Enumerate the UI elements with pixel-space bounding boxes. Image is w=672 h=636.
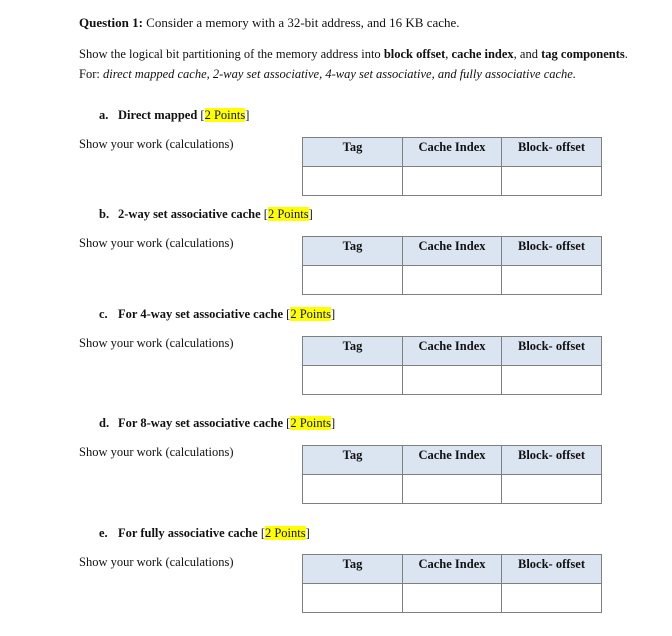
part-letter: a.	[99, 108, 109, 122]
header-cache-index: Cache Index	[403, 446, 502, 475]
table-header-row	[303, 237, 602, 266]
part-title: For 8-way set associative cache	[118, 416, 287, 430]
part-title: For 4-way set associative cache	[118, 307, 287, 321]
answer-cell-block-offset[interactable]	[502, 584, 602, 613]
table-header-row	[303, 555, 602, 584]
header-cache-index: Cache Index	[403, 555, 502, 584]
answer-cell-tag[interactable]	[303, 366, 403, 395]
part-a-work-label: Show your work (calculations)	[79, 137, 234, 151]
part-d-table	[302, 445, 602, 504]
table-header-row	[303, 337, 602, 366]
header-tag: Tag	[303, 237, 403, 266]
question-title	[79, 15, 460, 31]
points-highlight: 2 Points	[290, 416, 331, 430]
part-e-work-label: Show your work (calculations)	[79, 555, 234, 569]
part-e-table	[302, 554, 602, 613]
header-block-offset: Block- offset	[502, 337, 602, 366]
part-title: For fully associative cache	[118, 526, 261, 540]
part-title: Direct mapped	[118, 108, 201, 122]
question-label: Question 1:	[79, 15, 143, 30]
header-cache-index: Cache Index	[403, 237, 502, 266]
header-block-offset: Block- offset	[502, 237, 602, 266]
instruction-text: ,	[445, 47, 452, 61]
part-b-work-label: Show your work (calculations)	[79, 236, 234, 250]
answer-cell-tag[interactable]	[303, 167, 403, 196]
bracket: ]	[330, 416, 336, 430]
part-title: 2-way set associative cache	[118, 207, 264, 221]
header-block-offset: Block- offset	[502, 138, 602, 167]
part-letter: e.	[99, 526, 108, 540]
points-highlight: 2 Points	[290, 307, 331, 321]
header-tag: Tag	[303, 138, 403, 167]
answer-cell-tag[interactable]	[303, 475, 403, 504]
bracket: [	[200, 108, 205, 122]
cache-types-list: direct mapped cache, 2-way set associative, 4-way set associative, and fully associative cache.	[102, 67, 576, 81]
part-c-table	[302, 336, 602, 395]
answer-cell-cache-index[interactable]	[403, 266, 502, 295]
table-header-row	[303, 138, 602, 167]
part-letter: b.	[99, 207, 110, 221]
table-answer-row	[303, 266, 602, 295]
term-cache-index: cache index	[451, 47, 514, 61]
term-tag-components: tag components	[541, 47, 625, 61]
table-answer-row	[303, 584, 602, 613]
header-cache-index: Cache Index	[403, 138, 502, 167]
table-answer-row	[303, 366, 602, 395]
bracket: [	[263, 207, 268, 221]
part-a-heading	[99, 108, 249, 123]
part-c-heading	[99, 307, 335, 322]
answer-cell-cache-index[interactable]	[403, 475, 502, 504]
table-answer-row	[303, 475, 602, 504]
header-tag: Tag	[303, 555, 403, 584]
points-highlight: 2 Points	[264, 526, 306, 540]
part-a-table	[302, 137, 602, 196]
answer-cell-block-offset[interactable]	[502, 475, 602, 504]
table-header-row	[303, 446, 602, 475]
answer-cell-tag[interactable]	[303, 266, 403, 295]
question-text: Consider a memory with a 32-bit address, and 16 KB cache.	[142, 15, 460, 30]
answer-cell-block-offset[interactable]	[502, 167, 602, 196]
answer-cell-block-offset[interactable]	[502, 266, 602, 295]
header-block-offset: Block- offset	[502, 446, 602, 475]
answer-cell-tag[interactable]	[303, 584, 403, 613]
instruction-text: . For:	[79, 47, 628, 81]
part-c-work-label: Show your work (calculations)	[79, 336, 234, 350]
bracket: [	[286, 307, 291, 321]
bracket: ]	[305, 526, 310, 540]
instruction-text: , and	[513, 47, 542, 61]
instruction-paragraph	[79, 44, 639, 84]
part-b-table	[302, 236, 602, 295]
header-tag: Tag	[303, 446, 403, 475]
part-letter: c.	[99, 307, 108, 321]
points-highlight: 2 Points	[267, 207, 309, 221]
part-d-work-label: Show your work (calculations)	[79, 445, 234, 459]
bracket: [	[260, 526, 265, 540]
part-e-heading	[99, 526, 310, 541]
header-cache-index: Cache Index	[403, 337, 502, 366]
bracket: [	[286, 416, 291, 430]
header-block-offset: Block- offset	[502, 555, 602, 584]
part-d-heading	[99, 416, 335, 431]
bracket: ]	[245, 108, 250, 122]
instruction-text: Show the logical bit partitioning of the memory address into	[79, 47, 384, 61]
points-highlight: 2 Points	[204, 108, 246, 122]
table-answer-row	[303, 167, 602, 196]
term-block-offset: block offset	[383, 47, 446, 61]
bracket: ]	[330, 307, 336, 321]
answer-cell-cache-index[interactable]	[403, 584, 502, 613]
answer-cell-cache-index[interactable]	[403, 366, 502, 395]
part-b-heading	[99, 207, 313, 222]
header-tag: Tag	[303, 337, 403, 366]
answer-cell-cache-index[interactable]	[403, 167, 502, 196]
bracket: ]	[308, 207, 313, 221]
part-letter: d.	[99, 416, 110, 430]
answer-cell-block-offset[interactable]	[502, 366, 602, 395]
